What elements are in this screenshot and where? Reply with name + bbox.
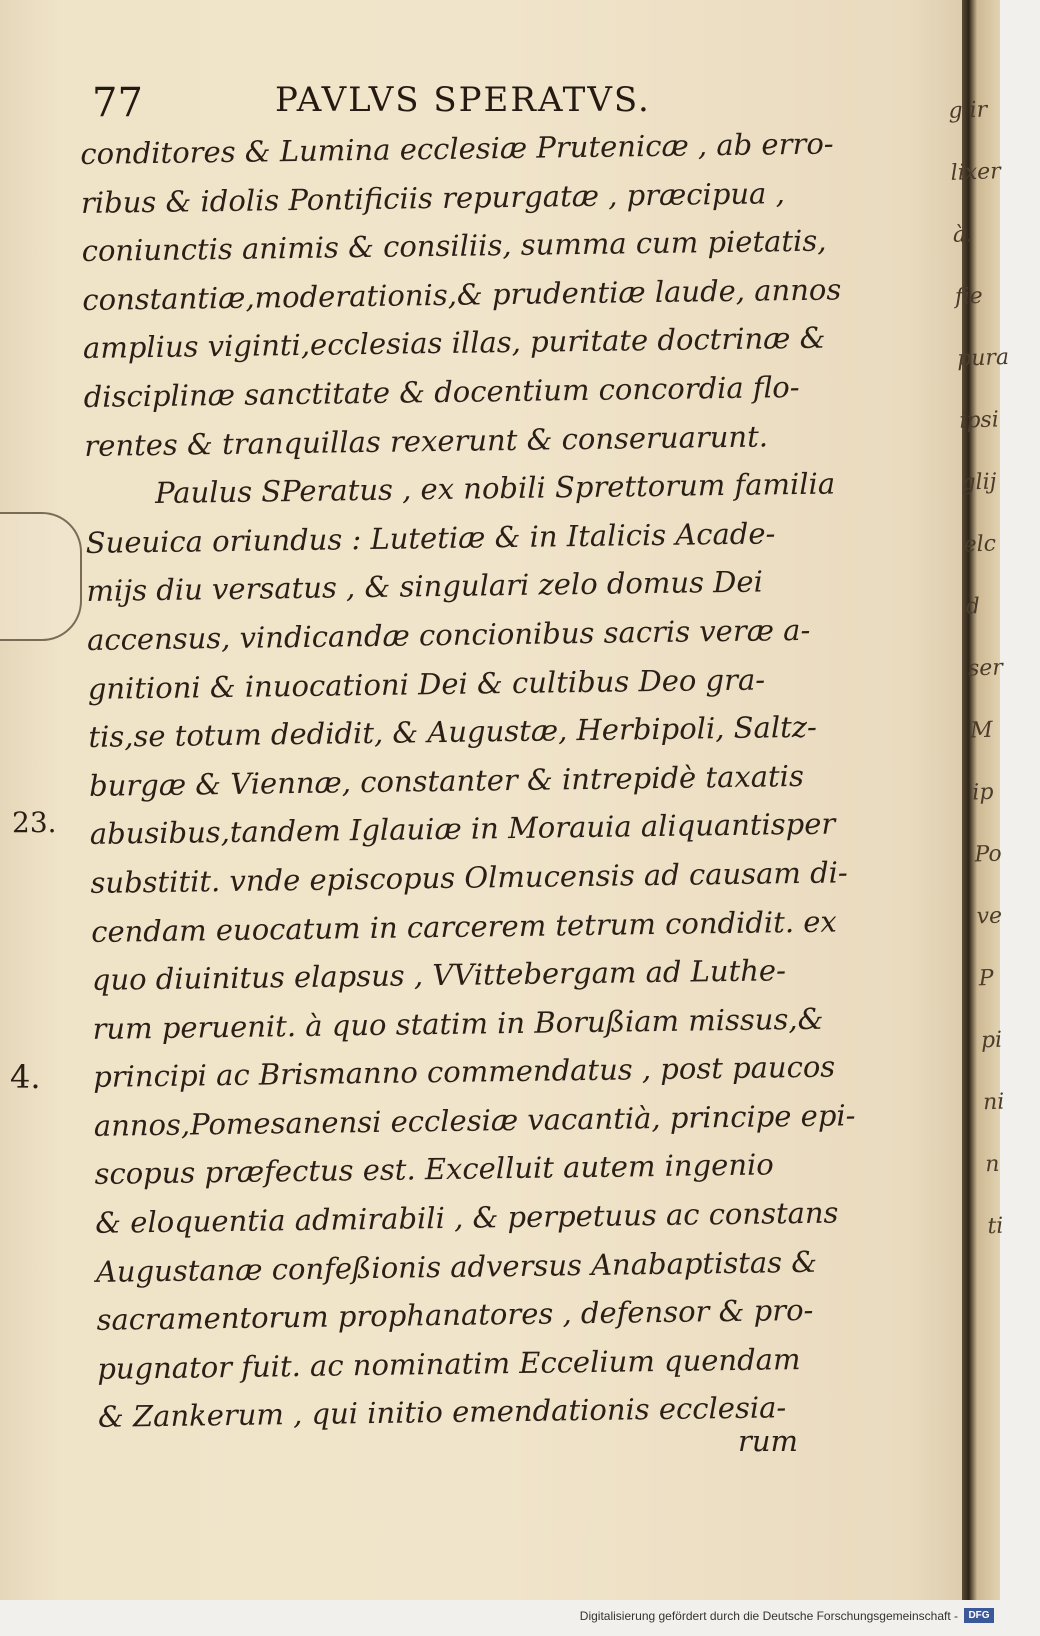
text-line: Augustanæ confeßionis adversus Anabaptistas & (95, 1244, 818, 1289)
text-line: gnitioni & inuocationi Dei & cultibus Deo gra- (87, 662, 766, 706)
margin-note-year: 23. (12, 806, 57, 839)
text-line: annos,Pomesanensi ecclesiæ vacantià, principe epi- (93, 1098, 856, 1143)
text-line: & eloquentia admirabili , & perpetuus ac constans (95, 1195, 839, 1240)
text-line: constantiæ,moderationis,& prudentiæ laude, annos (82, 272, 842, 317)
running-head: PAVLVS SPERATVS. (275, 80, 651, 120)
text-line: burgæ & Viennæ, constanter & intrepidè taxatis (88, 758, 805, 803)
text-line: tis,se totum dedidit, & Augustæ, Herbipoli, Saltz- (88, 709, 818, 755)
page-fold-tab (0, 512, 82, 641)
text-line: abusibus,tandem Iglauiæ in Morauia aliquantisper (89, 806, 836, 852)
next-page-fragments: g ir lixer à. fie pura ipsi glij elc d ser M ip Po ve P pi ni n ti (948, 97, 1010, 1240)
page-number: 77 (92, 80, 143, 126)
text-line: disciplinæ sanctitate & docentium concordia flo- (83, 369, 800, 414)
text-line: & Zankerum , qui initio emendationis ecclesia- (97, 1390, 787, 1435)
text-line: quo diuinitus elapsus , VVittebergam ad Luthe- (91, 953, 787, 998)
funding-credit: Digitalisierung gefördert durch die Deutsche Forschungsgemeinschaft - (579, 1609, 958, 1623)
body-text (80, 119, 858, 1442)
text-line: ribus & idolis Pontificiis repurgatæ , præcipua , (80, 175, 786, 220)
text-line: cendam euocatum in carcerem tetrum condidit. ex (90, 904, 837, 949)
text-line-paragraph-start: Paulus SPeratus , ex nobili Sprettorum familia (154, 466, 836, 511)
text-line: accensus, vindicandæ concionibus sacris veræ a- (86, 612, 811, 657)
text-line: amplius viginti,ecclesias illas, puritate doctrinæ & (82, 320, 826, 366)
margin-note-year: 4. (10, 1058, 41, 1096)
text-line: mijs diu versatus , & singulari zelo domus Dei (86, 564, 764, 609)
next-page-edge (948, 0, 1010, 1600)
dfg-logo: DFG (964, 1608, 994, 1623)
text-line: Sueuica oriundus : Lutetiæ & in Italicis Acade- (85, 516, 776, 560)
text-line: sacramentorum prophanatores , defensor & pro- (96, 1293, 814, 1338)
text-line: rentes & tranquillas rexerunt & conseruarunt. (84, 418, 769, 463)
text-line: scopus præfectus est. Excelluit autem ingenio (94, 1147, 774, 1192)
catchword: rum (738, 1424, 799, 1458)
text-line: conditores & Lumina ecclesiæ Prutenicæ , ab erro- (80, 126, 834, 171)
footer-bar (0, 1600, 1000, 1636)
text-line: substitit. vnde episcopus Olmucensis ad causam di- (90, 855, 848, 900)
text-line: pugnator fuit. ac nominatim Eccelium quendam (97, 1341, 801, 1386)
text-line: coniunctis animis & consiliis, summa cum pietatis, (81, 223, 827, 269)
text-line: principi ac Brismanno commendatus , post paucos (92, 1049, 836, 1095)
text-line: rum peruenit. à quo statim in Borußiam missus,& (92, 1001, 824, 1046)
